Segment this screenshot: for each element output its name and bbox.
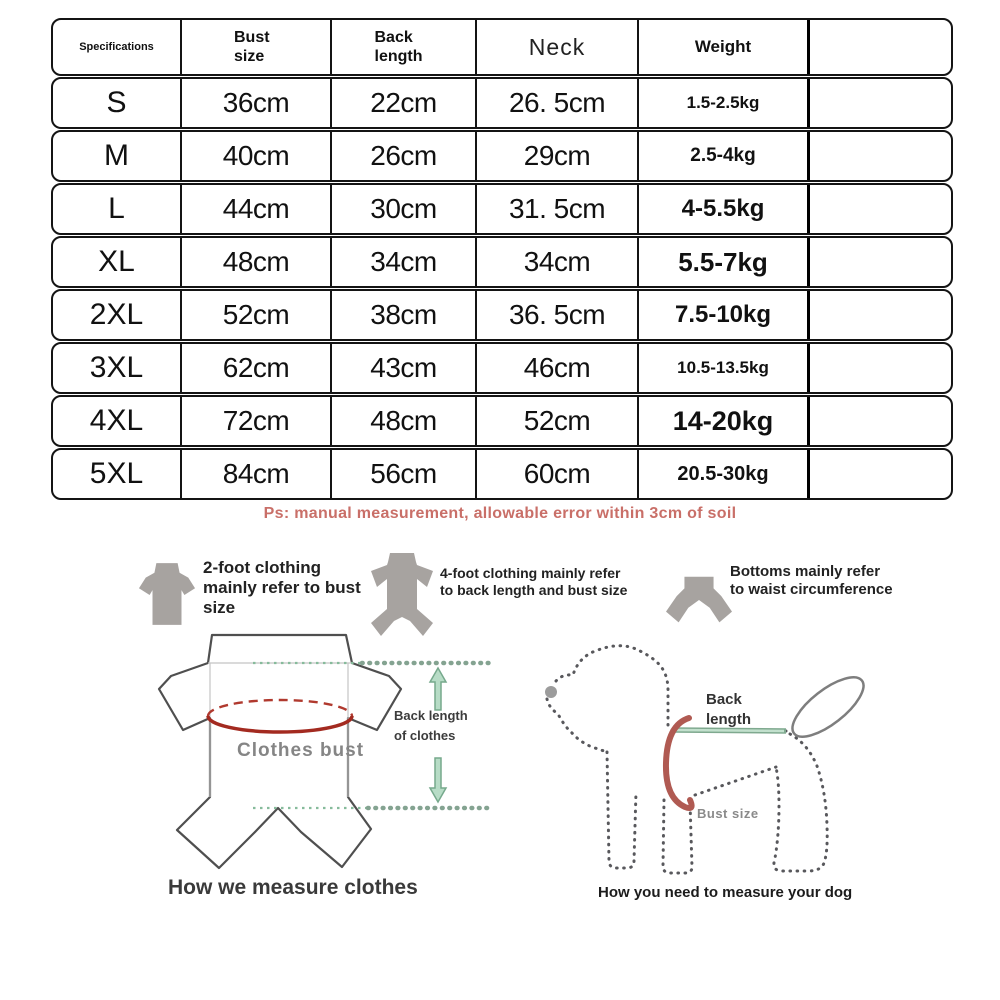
size-cell: [53, 132, 180, 180]
weight-cell: [637, 397, 807, 445]
size-cell: [53, 291, 180, 339]
empty-cell: [807, 79, 951, 127]
empty-cell: [807, 450, 951, 498]
dog-chest-outline: [547, 699, 607, 752]
back-value: 48cm: [370, 405, 437, 436]
dog-head-outline: [556, 646, 668, 728]
dog-tail: [784, 667, 870, 747]
neck-value: 34cm: [523, 246, 591, 277]
size-value: 3XL: [89, 351, 144, 384]
weight-value: 1.5-2.5kg: [686, 93, 760, 112]
table-row: [51, 342, 953, 394]
header-empty: [807, 20, 951, 74]
neck-value: 31. 5cm: [508, 193, 606, 224]
header-bust-label: Bust size: [234, 28, 270, 65]
neck-value: 46cm: [523, 352, 591, 383]
neck-value: 60cm: [523, 458, 591, 489]
dog-belly-outline: [695, 767, 776, 795]
back-value: 43cm: [370, 352, 437, 383]
back-length-arrow-down: [430, 758, 446, 802]
header-neck: [475, 20, 637, 74]
table-row: [51, 448, 953, 500]
size-cell: [53, 238, 180, 286]
empty-cell: [807, 397, 951, 445]
bottoms-shape: [666, 577, 732, 623]
empty-cell: [807, 185, 951, 233]
bust-value: 62cm: [222, 352, 290, 383]
back-cell: [330, 291, 475, 339]
size-cell: [53, 79, 180, 127]
dog-rear-leg: [774, 734, 827, 871]
dog-measure-diagram: [540, 630, 870, 880]
weight-cell: [637, 344, 807, 392]
two-foot-clothing-icon: [138, 561, 196, 627]
neck-cell: [475, 185, 637, 233]
neck-cell: [475, 450, 637, 498]
weight-value: 4-5.5kg: [681, 195, 765, 222]
weight-value: 2.5-4kg: [690, 145, 756, 166]
table-row: [51, 395, 953, 447]
weight-cell: [637, 450, 807, 498]
weight-cell: [637, 185, 807, 233]
back-cell: [330, 79, 475, 127]
size-value: 2XL: [89, 298, 144, 331]
back-cell: [330, 397, 475, 445]
back-length-arrow-up: [430, 668, 446, 710]
empty-cell: [807, 344, 951, 392]
weight-cell: [637, 79, 807, 127]
empty-cell: [807, 132, 951, 180]
size-value: 4XL: [89, 404, 144, 437]
two-foot-clothing-shape: [139, 563, 195, 625]
bust-cell: [180, 79, 330, 127]
neck-value: 26. 5cm: [508, 87, 606, 118]
bust-value: 52cm: [222, 299, 290, 330]
neck-value: 29cm: [523, 140, 591, 171]
back-value: 30cm: [370, 193, 437, 224]
table-row: [51, 236, 953, 288]
weight-value: 7.5-10kg: [674, 301, 772, 328]
size-value: L: [108, 192, 125, 225]
clothes-caption: How we measure clothes: [168, 876, 418, 899]
bust-cell: [180, 397, 330, 445]
neck-cell: [475, 238, 637, 286]
size-value: XL: [98, 245, 135, 278]
back-value: 38cm: [370, 299, 437, 330]
clothes-bust-label: Clothes bust: [237, 740, 365, 761]
neck-value: 36. 5cm: [508, 299, 606, 330]
weight-cell: [637, 132, 807, 180]
bust-cell: [180, 238, 330, 286]
neck-cell: [475, 79, 637, 127]
bust-cell: [180, 291, 330, 339]
bust-cell: [180, 450, 330, 498]
neck-cell: [475, 132, 637, 180]
size-cell: [53, 185, 180, 233]
four-foot-clothing-shape: [371, 553, 433, 636]
header-specifications-label: Specifications: [79, 41, 154, 53]
back-cell: [330, 238, 475, 286]
back-value: 22cm: [370, 87, 437, 118]
dog-bust-size-label: Bust size: [697, 806, 759, 821]
bust-cell: [180, 185, 330, 233]
bust-value: 84cm: [222, 458, 290, 489]
table-header-row: [51, 18, 953, 76]
neck-cell: [475, 397, 637, 445]
empty-cell: [807, 238, 951, 286]
table-row: [51, 77, 953, 129]
bust-cell: [180, 344, 330, 392]
bust-value: 44cm: [222, 193, 290, 224]
back-cell: [330, 450, 475, 498]
dog-nose: [545, 686, 557, 698]
header-bust-size: [180, 20, 330, 74]
dog-front-leg-near: [663, 800, 692, 873]
table-row: [51, 183, 953, 235]
empty-cell: [807, 291, 951, 339]
size-cell: [53, 397, 180, 445]
size-cell: [53, 344, 180, 392]
dog-caption: How you need to measure your dog: [598, 884, 853, 901]
table-row: [51, 130, 953, 182]
weight-value: 10.5-13.5kg: [677, 358, 769, 377]
back-cell: [330, 344, 475, 392]
bust-value: 48cm: [222, 246, 290, 277]
neck-value: 52cm: [523, 405, 591, 436]
weight-cell: [637, 238, 807, 286]
table-row: [51, 289, 953, 341]
header-neck-label: Neck: [528, 33, 586, 60]
size-value: 5XL: [89, 457, 144, 490]
size-cell: [53, 450, 180, 498]
size-table: [51, 18, 953, 501]
header-weight: [637, 20, 807, 74]
back-value: 26cm: [370, 140, 437, 171]
bust-value: 40cm: [222, 140, 290, 171]
header-weight-label: Weight: [694, 37, 752, 56]
back-cell: [330, 132, 475, 180]
header-back-length: [330, 20, 475, 74]
four-foot-clothing-label: 4-foot clothing mainly refer to back length and bust size: [440, 565, 628, 598]
dog-back-length-label: Back length: [706, 691, 751, 729]
neck-cell: [475, 291, 637, 339]
measurement-note: Ps: manual measurement, allowable error within 3cm of soil: [263, 505, 737, 522]
two-foot-clothing-label: 2-foot clothing mainly refer to bust size: [203, 558, 361, 618]
header-specifications: [53, 20, 180, 74]
weight-value: 20.5-30kg: [677, 462, 769, 485]
weight-cell: [637, 291, 807, 339]
back-value: 56cm: [370, 458, 437, 489]
size-value: S: [106, 86, 127, 119]
dog-front-leg-far: [607, 752, 636, 868]
back-value: 34cm: [370, 246, 437, 277]
weight-value: 5.5-7kg: [678, 246, 768, 277]
header-back-label: Back length: [374, 28, 423, 65]
bust-value: 72cm: [222, 405, 290, 436]
bottoms-label: Bottoms mainly refer to waist circumference: [730, 563, 893, 598]
bust-value: 36cm: [222, 87, 290, 118]
neck-cell: [475, 344, 637, 392]
bottoms-icon: [666, 576, 732, 624]
size-value: M: [104, 139, 129, 172]
back-cell: [330, 185, 475, 233]
bust-cell: [180, 132, 330, 180]
weight-value: 14-20kg: [672, 405, 774, 436]
back-length-of-clothes-label: Back length of clothes: [394, 708, 468, 744]
